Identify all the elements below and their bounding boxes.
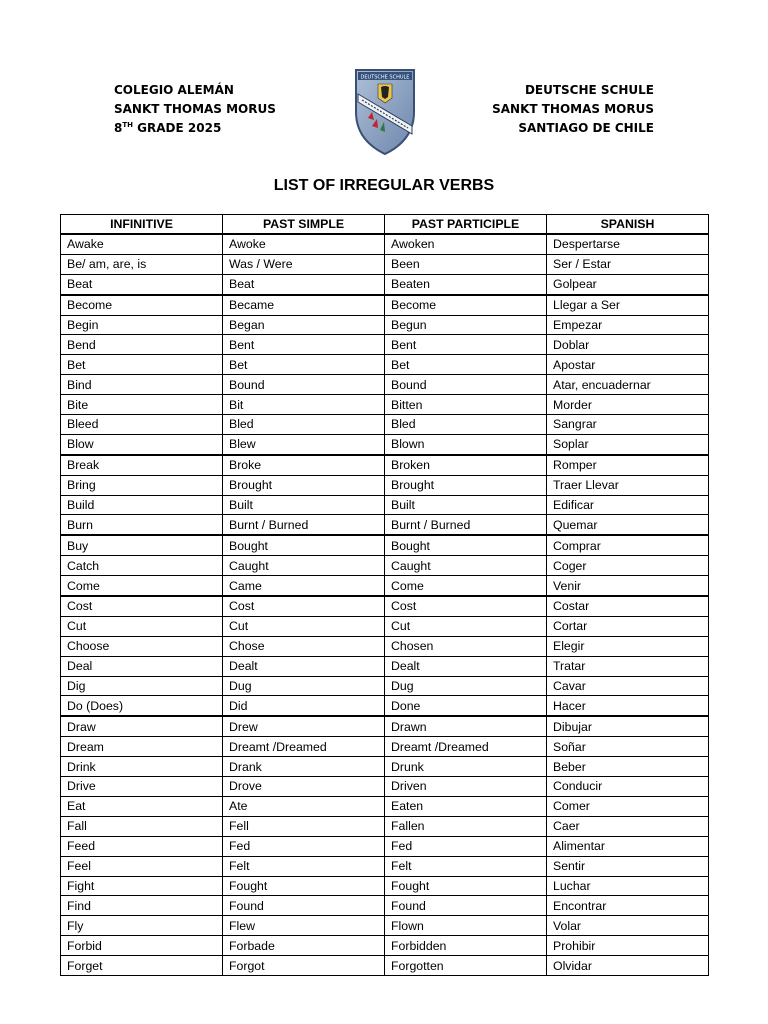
infinitive-cell: Blow <box>61 434 223 454</box>
spanish-cell: Encontrar <box>547 896 709 916</box>
table-row <box>61 355 709 375</box>
spanish-cell: Cavar <box>547 676 709 696</box>
table-row <box>61 716 709 736</box>
school-name-right-line-2: SANKT THOMAS MORUS <box>492 102 654 116</box>
spanish-cell: Comer <box>547 796 709 816</box>
past-simple-cell: Dug <box>223 676 385 696</box>
grade-ordinal-suffix: TH <box>122 121 133 129</box>
spanish-cell: Dibujar <box>547 716 709 736</box>
past-simple-cell: Bent <box>223 335 385 355</box>
school-name-line-1: COLEGIO ALEMÁN <box>114 83 234 97</box>
spanish-cell: Volar <box>547 916 709 936</box>
past-simple-cell: Bound <box>223 375 385 395</box>
table-row <box>61 916 709 936</box>
table-row <box>61 576 709 596</box>
spanish-cell: Alimentar <box>547 836 709 856</box>
past-participle-cell: Forbidden <box>385 936 547 956</box>
infinitive-cell: Break <box>61 455 223 475</box>
infinitive-cell: Do (Does) <box>61 696 223 716</box>
past-participle-cell: Dealt <box>385 656 547 676</box>
infinitive-cell: Forget <box>61 956 223 976</box>
spanish-cell: Comprar <box>547 535 709 555</box>
table-row <box>61 375 709 395</box>
past-participle-cell: Chosen <box>385 636 547 656</box>
table-row <box>61 737 709 757</box>
past-participle-cell: Driven <box>385 777 547 797</box>
infinitive-cell: Bite <box>61 395 223 415</box>
spanish-cell: Llegar a Ser <box>547 295 709 315</box>
past-simple-cell: Caught <box>223 556 385 576</box>
past-participle-cell: Done <box>385 696 547 716</box>
past-participle-cell: Burnt / Burned <box>385 515 547 535</box>
past-simple-cell: Forbade <box>223 936 385 956</box>
past-simple-cell: Felt <box>223 856 385 876</box>
spanish-cell: Tratar <box>547 656 709 676</box>
past-simple-cell: Broke <box>223 455 385 475</box>
past-participle-cell: Brought <box>385 475 547 495</box>
crest-label: DEUTSCHE SCHULE <box>360 74 410 81</box>
past-participle-cell: Dug <box>385 676 547 696</box>
spanish-cell: Prohibir <box>547 936 709 956</box>
spanish-cell: Coger <box>547 556 709 576</box>
spanish-cell: Hacer <box>547 696 709 716</box>
past-simple-cell: Began <box>223 315 385 335</box>
table-row <box>61 777 709 797</box>
spanish-cell: Traer Llevar <box>547 475 709 495</box>
past-simple-cell: Was / Were <box>223 254 385 274</box>
past-participle-cell: Forgotten <box>385 956 547 976</box>
table-row <box>61 295 709 315</box>
table-row <box>61 475 709 495</box>
table-row <box>61 636 709 656</box>
school-name-line-2: SANKT THOMAS MORUS <box>114 102 276 116</box>
past-participle-cell: Beaten <box>385 274 547 294</box>
infinitive-cell: Choose <box>61 636 223 656</box>
table-row <box>61 816 709 836</box>
table-row <box>61 274 709 294</box>
past-simple-cell: Burnt / Burned <box>223 515 385 535</box>
past-simple-cell: Bled <box>223 415 385 435</box>
table-row <box>61 535 709 555</box>
past-simple-cell: Built <box>223 495 385 515</box>
infinitive-cell: Forbid <box>61 936 223 956</box>
spanish-cell: Venir <box>547 576 709 596</box>
infinitive-cell: Beat <box>61 274 223 294</box>
table-row <box>61 656 709 676</box>
column-header-infinitive: INFINITIVE <box>61 215 223 235</box>
past-participle-cell: Found <box>385 896 547 916</box>
school-location: SANTIAGO DE CHILE <box>518 121 654 135</box>
infinitive-cell: Deal <box>61 656 223 676</box>
past-participle-cell: Fed <box>385 836 547 856</box>
past-participle-cell: Been <box>385 254 547 274</box>
past-participle-cell: Bled <box>385 415 547 435</box>
column-header-spanish: SPANISH <box>547 215 709 235</box>
past-participle-cell: Fought <box>385 876 547 896</box>
infinitive-cell: Find <box>61 896 223 916</box>
spanish-cell: Olvidar <box>547 956 709 976</box>
infinitive-cell: Burn <box>61 515 223 535</box>
infinitive-cell: Drink <box>61 757 223 777</box>
past-participle-cell: Dreamt /Dreamed <box>385 737 547 757</box>
table-row <box>61 434 709 454</box>
infinitive-cell: Cost <box>61 596 223 616</box>
table-header-row <box>61 215 709 235</box>
grade-year: GRADE 2025 <box>133 121 222 135</box>
infinitive-cell: Fly <box>61 916 223 936</box>
table-row <box>61 956 709 976</box>
past-participle-cell: Become <box>385 295 547 315</box>
spanish-cell: Soñar <box>547 737 709 757</box>
spanish-cell: Edificar <box>547 495 709 515</box>
past-participle-cell: Blown <box>385 434 547 454</box>
school-crest-shield-icon <box>350 64 420 156</box>
table-row <box>61 836 709 856</box>
spanish-cell: Empezar <box>547 315 709 335</box>
school-name-right <box>492 81 654 138</box>
spanish-cell: Doblar <box>547 335 709 355</box>
past-simple-cell: Fed <box>223 836 385 856</box>
past-simple-cell: Dreamt /Dreamed <box>223 737 385 757</box>
past-simple-cell: Became <box>223 295 385 315</box>
past-simple-cell: Dealt <box>223 656 385 676</box>
past-simple-cell: Ate <box>223 796 385 816</box>
school-name-right-line-1: DEUTSCHE SCHULE <box>524 83 654 97</box>
table-row <box>61 757 709 777</box>
past-simple-cell: Bought <box>223 535 385 555</box>
past-simple-cell: Cost <box>223 596 385 616</box>
past-participle-cell: Caught <box>385 556 547 576</box>
past-participle-cell: Broken <box>385 455 547 475</box>
spanish-cell: Romper <box>547 455 709 475</box>
spanish-cell: Sangrar <box>547 415 709 435</box>
past-participle-cell: Built <box>385 495 547 515</box>
table-row <box>61 395 709 415</box>
past-participle-cell: Drawn <box>385 716 547 736</box>
past-simple-cell: Drew <box>223 716 385 736</box>
past-simple-cell: Bet <box>223 355 385 375</box>
infinitive-cell: Fight <box>61 876 223 896</box>
past-participle-cell: Fallen <box>385 816 547 836</box>
spanish-cell: Costar <box>547 596 709 616</box>
table-row <box>61 556 709 576</box>
past-simple-cell: Chose <box>223 636 385 656</box>
column-header-past-simple: PAST SIMPLE <box>223 215 385 235</box>
table-row <box>61 696 709 716</box>
table-row <box>61 415 709 435</box>
spanish-cell: Ser / Estar <box>547 254 709 274</box>
table-row <box>61 455 709 475</box>
infinitive-cell: Dig <box>61 676 223 696</box>
spanish-cell: Elegir <box>547 636 709 656</box>
column-header-past-participle: PAST PARTICIPLE <box>385 215 547 235</box>
past-simple-cell: Did <box>223 696 385 716</box>
grade-line <box>114 119 276 138</box>
past-participle-cell: Bent <box>385 335 547 355</box>
past-simple-cell: Awoke <box>223 234 385 254</box>
infinitive-cell: Come <box>61 576 223 596</box>
spanish-cell: Beber <box>547 757 709 777</box>
past-simple-cell: Blew <box>223 434 385 454</box>
infinitive-cell: Become <box>61 295 223 315</box>
past-participle-cell: Awoken <box>385 234 547 254</box>
past-simple-cell: Flew <box>223 916 385 936</box>
irregular-verbs-table <box>60 214 709 976</box>
school-name-left <box>114 81 276 138</box>
spanish-cell: Morder <box>547 395 709 415</box>
past-participle-cell: Flown <box>385 916 547 936</box>
infinitive-cell: Be/ am, are, is <box>61 254 223 274</box>
table-row <box>61 596 709 616</box>
past-simple-cell: Bit <box>223 395 385 415</box>
past-simple-cell: Fought <box>223 876 385 896</box>
past-participle-cell: Drunk <box>385 757 547 777</box>
table-row <box>61 936 709 956</box>
spanish-cell: Cortar <box>547 616 709 636</box>
past-simple-cell: Drove <box>223 777 385 797</box>
page-title: LIST OF IRREGULAR VERBS <box>273 177 495 194</box>
past-simple-cell: Drank <box>223 757 385 777</box>
spanish-cell: Soplar <box>547 434 709 454</box>
past-simple-cell: Cut <box>223 616 385 636</box>
infinitive-cell: Bet <box>61 355 223 375</box>
infinitive-cell: Fall <box>61 816 223 836</box>
past-participle-cell: Bought <box>385 535 547 555</box>
grade-number: 8 <box>114 121 123 135</box>
spanish-cell: Luchar <box>547 876 709 896</box>
past-simple-cell: Forgot <box>223 956 385 976</box>
past-participle-cell: Come <box>385 576 547 596</box>
past-simple-cell: Beat <box>223 274 385 294</box>
spanish-cell: Quemar <box>547 515 709 535</box>
infinitive-cell: Dream <box>61 737 223 757</box>
table-row <box>61 896 709 916</box>
infinitive-cell: Feed <box>61 836 223 856</box>
infinitive-cell: Bleed <box>61 415 223 435</box>
infinitive-cell: Bring <box>61 475 223 495</box>
past-participle-cell: Bitten <box>385 395 547 415</box>
infinitive-cell: Begin <box>61 315 223 335</box>
spanish-cell: Golpear <box>547 274 709 294</box>
infinitive-cell: Awake <box>61 234 223 254</box>
table-row <box>61 234 709 254</box>
table-row <box>61 856 709 876</box>
infinitive-cell: Draw <box>61 716 223 736</box>
spanish-cell: Atar, encuadernar <box>547 375 709 395</box>
infinitive-cell: Feel <box>61 856 223 876</box>
infinitive-cell: Buy <box>61 535 223 555</box>
table-row <box>61 335 709 355</box>
table-row <box>61 515 709 535</box>
table-row <box>61 315 709 335</box>
infinitive-cell: Drive <box>61 777 223 797</box>
past-simple-cell: Brought <box>223 475 385 495</box>
table-row <box>61 876 709 896</box>
infinitive-cell: Catch <box>61 556 223 576</box>
past-participle-cell: Cost <box>385 596 547 616</box>
past-participle-cell: Bound <box>385 375 547 395</box>
spanish-cell: Caer <box>547 816 709 836</box>
infinitive-cell: Bend <box>61 335 223 355</box>
past-participle-cell: Felt <box>385 856 547 876</box>
table-body <box>61 234 709 975</box>
past-participle-cell: Cut <box>385 616 547 636</box>
past-participle-cell: Begun <box>385 315 547 335</box>
infinitive-cell: Build <box>61 495 223 515</box>
past-simple-cell: Fell <box>223 816 385 836</box>
spanish-cell: Sentir <box>547 856 709 876</box>
past-participle-cell: Bet <box>385 355 547 375</box>
past-participle-cell: Eaten <box>385 796 547 816</box>
past-simple-cell: Came <box>223 576 385 596</box>
spanish-cell: Conducir <box>547 777 709 797</box>
table-row <box>61 495 709 515</box>
table-row <box>61 676 709 696</box>
past-simple-cell: Found <box>223 896 385 916</box>
infinitive-cell: Eat <box>61 796 223 816</box>
spanish-cell: Apostar <box>547 355 709 375</box>
table-row <box>61 616 709 636</box>
infinitive-cell: Cut <box>61 616 223 636</box>
table-row <box>61 254 709 274</box>
table-row <box>61 796 709 816</box>
infinitive-cell: Bind <box>61 375 223 395</box>
spanish-cell: Despertarse <box>547 234 709 254</box>
